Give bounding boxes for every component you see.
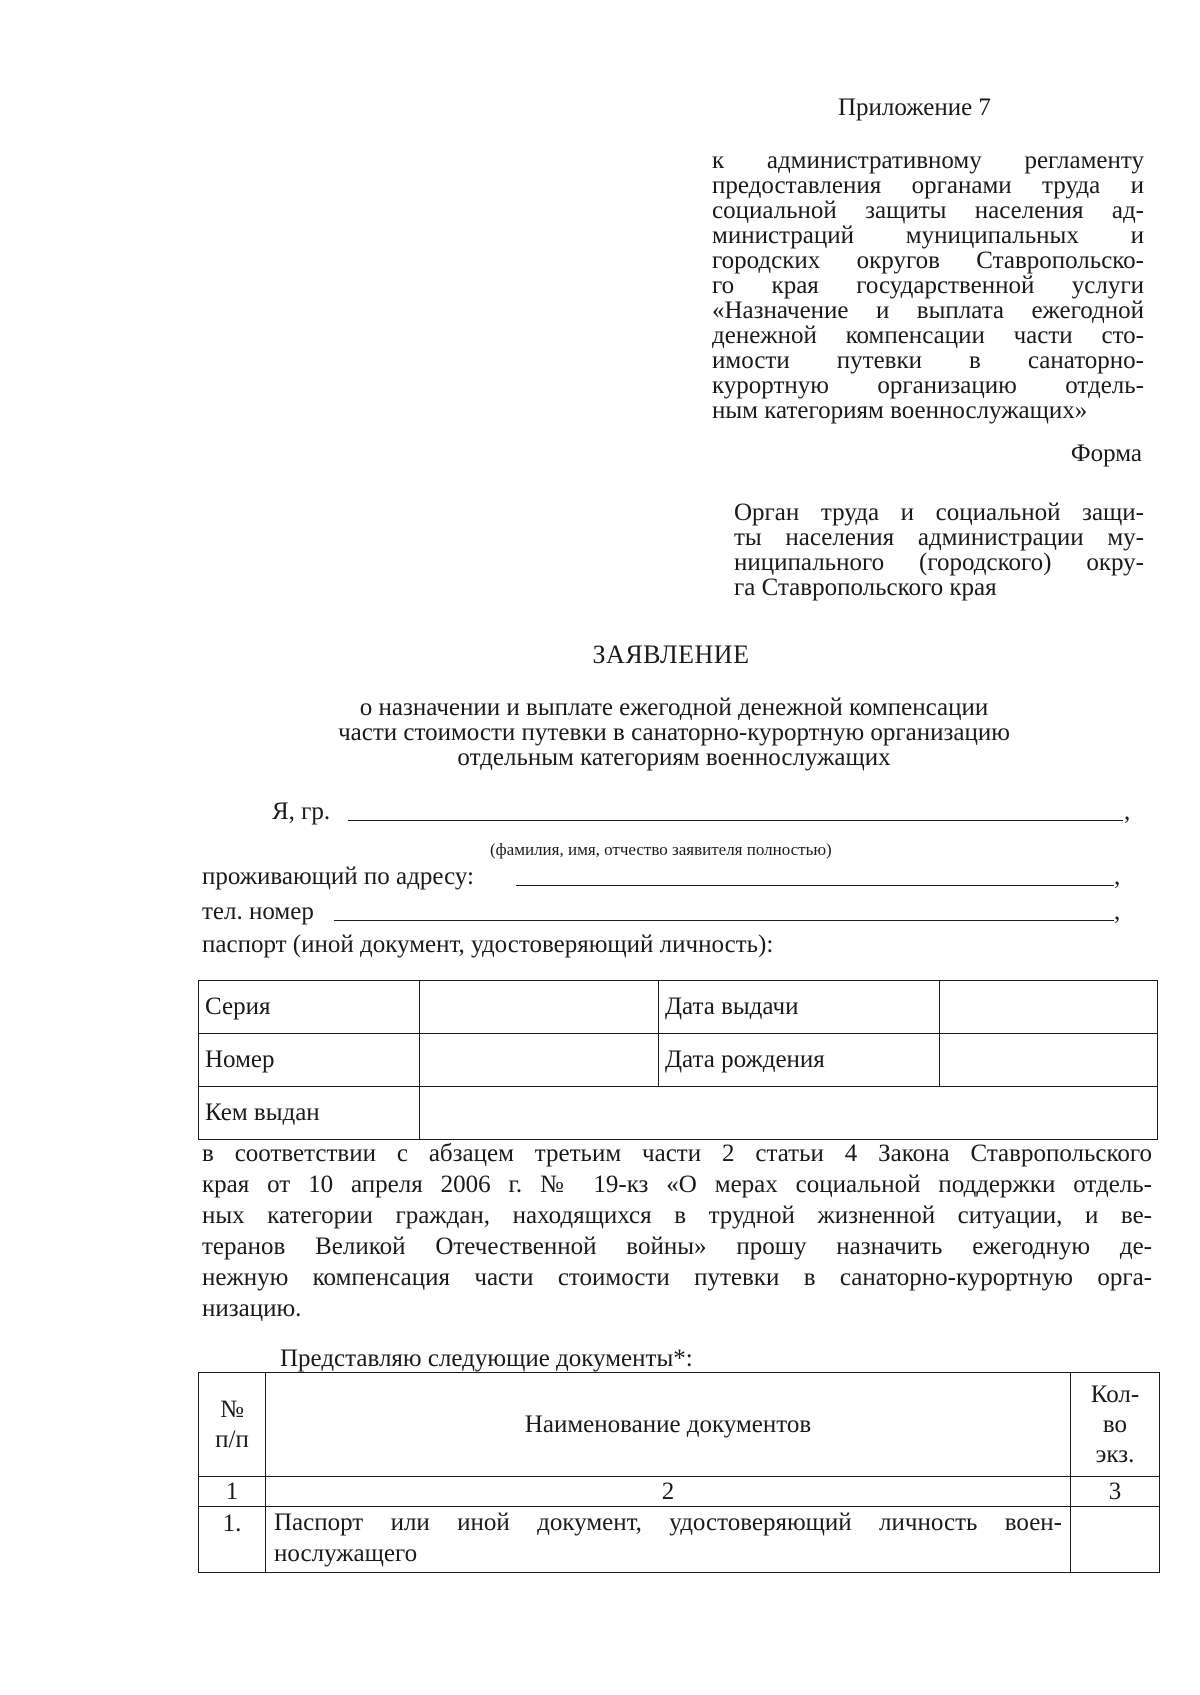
appendix-line: курортную организацию отдель- [712, 372, 1144, 399]
header-count-line: во [1102, 1410, 1128, 1438]
paragraph-line: в соответствии с абзацем третьим части 2 статьи 4 Закона Ставропольского [202, 1140, 1152, 1167]
request-paragraph [202, 1138, 1152, 1324]
subtitle-line: части стоимости путевки в санаторно-курортную организацию [338, 719, 1010, 746]
series-input[interactable] [420, 981, 659, 1034]
paragraph-line: ных категории граждан, находящихся в трудной жизненной ситуации, и ве- [202, 1202, 1152, 1229]
document-subtitle [0, 695, 1200, 770]
documents-intro: Представляю следующие документы*: [280, 1345, 693, 1372]
number-input[interactable] [420, 1034, 659, 1087]
index-cell: 2 [266, 1477, 1071, 1507]
birth-date-input[interactable] [940, 1034, 1158, 1087]
header-count [1071, 1373, 1160, 1477]
address-fill-line[interactable] [516, 885, 1114, 886]
header-number-line: п/п [215, 1425, 249, 1453]
appendix-line: денежной компенсации части сто- [712, 322, 1144, 349]
documents-table [198, 1372, 1160, 1573]
table-row [199, 981, 1158, 1034]
name-fill-line[interactable] [348, 820, 1123, 821]
document-title: ЗАЯВЛЕНИЕ [592, 640, 750, 669]
index-cell: 1 [199, 1477, 266, 1507]
passport-table [198, 980, 1158, 1140]
header-number [199, 1373, 266, 1477]
appendix-line: «Назначение и выплата ежегодной [712, 297, 1144, 324]
addressee-line: ты населения администрации му- [734, 524, 1144, 551]
table-row [199, 1087, 1158, 1140]
number-label: Номер [199, 1034, 420, 1087]
phone-fill-line[interactable] [334, 920, 1114, 921]
table-row [199, 1034, 1158, 1087]
header-count-line: Кол- [1090, 1380, 1140, 1408]
appendix-line: министраций муниципальных и [712, 222, 1144, 249]
issue-date-label: Дата выдачи [659, 981, 940, 1034]
row-number: 1. [199, 1507, 266, 1573]
appendix-line: городских округов Ставропольско- [712, 247, 1144, 274]
row-document-name [266, 1507, 1071, 1573]
header-number-line: № [220, 1395, 244, 1423]
appendix-line: ным категориям военнослужащих» [712, 397, 1088, 424]
appendix-line: го края государственной услуги [712, 272, 1144, 299]
paragraph-line: низацию. [202, 1295, 302, 1322]
addressee-line: ниципального (городского) окру- [734, 549, 1144, 576]
name-label: Я, гр. [272, 798, 331, 825]
table-header-row [199, 1373, 1160, 1477]
appendix-line: социальной защиты населения ад- [712, 197, 1144, 224]
phone-comma: , [1114, 898, 1121, 925]
row-document-line: нослужащего [274, 1540, 418, 1567]
name-caption: (фамилия, имя, отчество заявителя полностью) [490, 840, 832, 859]
name-comma: , [1124, 798, 1131, 825]
paragraph-line: края от 10 апреля 2006 г. № 19-кз «О мерах социальной поддержки отдель- [202, 1171, 1152, 1198]
row-document-line: Паспорт или иной документ, удостоверяющий личность воен- [274, 1509, 1062, 1536]
address-comma: , [1114, 863, 1121, 890]
subtitle-line: отдельным категориям военнослужащих [457, 744, 891, 771]
form-label: Форма [1070, 440, 1142, 467]
row-count-input[interactable] [1071, 1507, 1160, 1573]
appendix-line: предоставления органами труда и [712, 172, 1144, 199]
addressee-line: Орган труда и социальной защи- [734, 499, 1144, 526]
addressee-line: га Ставропольского края [734, 574, 997, 601]
appendix-reference [712, 148, 1144, 423]
appendix-title: Приложение 7 [838, 94, 991, 121]
issued-by-input[interactable] [420, 1087, 1158, 1140]
series-label: Серия [199, 981, 420, 1034]
header-count-line: экз. [1095, 1440, 1135, 1468]
issue-date-input[interactable] [940, 981, 1158, 1034]
appendix-line: к административному регламенту [712, 147, 1144, 174]
table-index-row [199, 1477, 1160, 1507]
paragraph-line: нежную компенсация части стоимости путевки в санаторно-курортную орга- [202, 1264, 1152, 1291]
table-row [199, 1507, 1160, 1573]
index-cell: 3 [1071, 1477, 1160, 1507]
paragraph-line: теранов Великой Отечественной войны» прошу назначить ежегодную де- [202, 1233, 1152, 1260]
address-label: проживающий по адресу: [202, 863, 474, 890]
phone-label: тел. номер [202, 898, 314, 925]
passport-label: паспорт (иной документ, удостоверяющий личность): [202, 931, 774, 958]
header-document-name: Наименование документов [266, 1373, 1071, 1477]
birth-date-label: Дата рождения [659, 1034, 940, 1087]
subtitle-line: о назначении и выплате ежегодной денежной компенсации [359, 694, 989, 721]
issued-by-label: Кем выдан [199, 1087, 420, 1140]
appendix-line: имости путевки в санаторно- [712, 347, 1144, 374]
addressee-block [734, 500, 1144, 600]
